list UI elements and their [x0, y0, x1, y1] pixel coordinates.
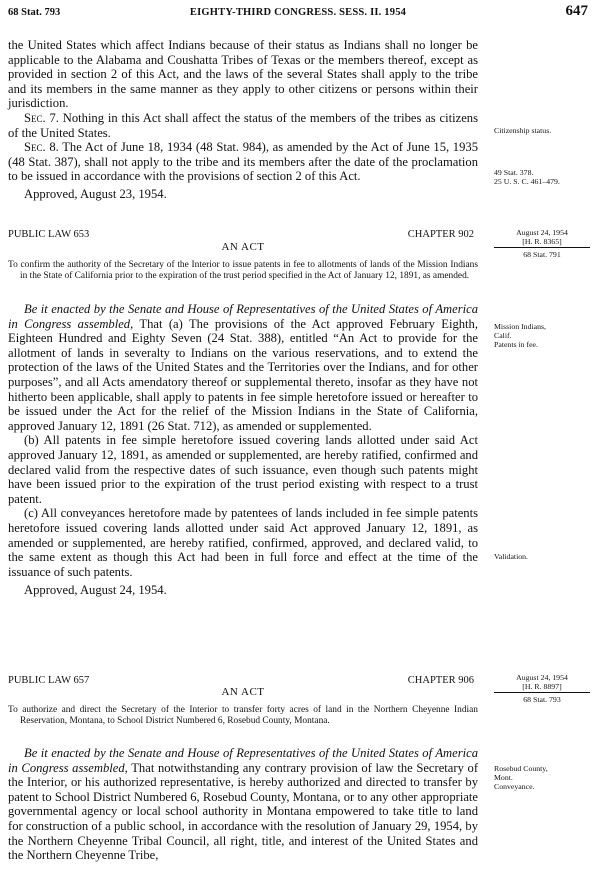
- continuation-block: [8, 38, 478, 202]
- law-657-date-bill: [494, 673, 590, 693]
- law-657-stat: 68 Stat. 793: [523, 695, 561, 704]
- law-653-stat: 68 Stat. 791: [523, 250, 561, 259]
- law-657-purpose: [8, 705, 478, 726]
- section-7-text: Nothing in this Act shall affect the status of the members of the tribes as citizens of the United States.: [8, 110, 478, 140]
- approved-aug-23: Approved, August 23, 1954.: [24, 186, 167, 201]
- margin-note-mission-line2: Calif.: [494, 331, 512, 340]
- margin-note-usc: 25 U. S. C. 461–479.: [494, 177, 560, 186]
- law-653-date: August 24, 1954: [516, 228, 568, 237]
- margin-note-mission-indians: [494, 322, 590, 349]
- law-653-an-act: AN ACT: [221, 241, 265, 253]
- law-653-paragraph-a-text: That (a) The provisions of the Act approved February Eighth, Eighteen Hundred and Eighty Seven (24 Stat. 388), entitled “An Act to provide for the allotment of lands in severalty to Indians on the various reservations, and to extend the protection of the laws of the United States and the Territories over the Indians, and for other purposes”, and all Acts amendatory thereof or supplemental thereto, insofar as they have not hitherto been applicable, shall apply to patents in fee simple heretofore issued or hereafter to be issued under the Act for the relief of the Mission Indians in the State of California, approved January 12, 1891 (26 Stat. 712), as amended or supplemented.: [8, 316, 478, 433]
- chapter-902-label: CHAPTER 902: [407, 229, 474, 240]
- law-653-purpose: [8, 260, 478, 281]
- law-657-enacting-clause: Be it enacted by the Senate and House of Representatives of the United States of America in Congress assembled,: [8, 746, 478, 775]
- running-header: [8, 3, 588, 22]
- law-653-sidebox: [494, 228, 590, 259]
- law-653-purpose-text: To confirm the authority of the Secretary of the Interior to issue patents in fee to allotments of lands of the Mission Indians in the State of California prior to the expiration of the trust period specified in the Act of January 12, 1891, as amended.: [8, 260, 478, 281]
- margin-note-rosebud-line1: Rosebud County,: [494, 764, 548, 773]
- section-8-label: Sec. 8.: [24, 140, 59, 155]
- continuation-paragraph: the United States which affect Indians because of their status as Indians shall no longer be applicable to the Alabama and Coushatta Tribes of Texas or the members thereof, except as provided in section 2 of this Act, and the laws of the several States shall apply to the tribe and its members in the same manner as they apply to other citizens or persons within their jurisdiction.: [8, 38, 478, 111]
- law-657-date: August 24, 1954: [516, 673, 568, 682]
- section-8: [8, 140, 478, 184]
- approved-aug-24-653: Approved, August 24, 1954.: [24, 583, 167, 598]
- header-stat-reference: 68 Stat. 793: [8, 7, 61, 18]
- chapter-906-label: CHAPTER 906: [407, 675, 474, 686]
- law-653-paragraph-a: [8, 302, 478, 433]
- law-657-paragraph: [8, 746, 478, 863]
- law-653-body: [8, 302, 478, 598]
- section-7-label: Sec. 7.: [24, 110, 59, 125]
- margin-note-mission-line1: Mission Indians,: [494, 322, 546, 331]
- margin-note-validation: Validation.: [494, 552, 528, 561]
- public-law-657-label: PUBLIC LAW 657: [8, 675, 90, 686]
- margin-note-rosebud: [494, 764, 590, 791]
- margin-note-stat-378: 49 Stat. 378.: [494, 168, 534, 177]
- public-law-653-label: PUBLIC LAW 653: [8, 229, 90, 240]
- law-657-paragraph-text: That notwithstanding any contrary provision of law the Secretary of the Interior, or his authorized representative, is hereby authorized and directed to transfer by patent to School District Numbered 6, Rosebud County, Montana, or to any other appropriate governmental agency or local school authority in Montana empowered to take title to land for construction of a public school, in accordance with the resolution of January 29, 1954, by the Northern Cheyenne Tribal Council, all right, title, and interest of the United States and the Northern Cheyenne Tribe,: [8, 760, 479, 863]
- section-7: [8, 111, 478, 140]
- margin-note-rosebud-line3: Conveyance.: [494, 782, 535, 791]
- header-congress-session: EIGHTY-THIRD CONGRESS. SESS. II. 1954: [189, 7, 407, 18]
- law-653-paragraph-b: (b) All patents in fee simple heretofore issued covering lands allotted under said Act approved January 12, 1891, as amended or supplemented, are hereby ratified, confirmed and declared valid from the respective dates of such issuance, even though such patents might have been issued prior to the expiration of the trust period existing with respect to a trust patent.: [8, 433, 478, 506]
- margin-note-citizenship: Citizenship status.: [494, 126, 552, 135]
- law-657-sidebox: [494, 673, 590, 704]
- page-number: 647: [565, 3, 588, 19]
- margin-note-rosebud-line2: Mont.: [494, 773, 513, 782]
- law-657-body: [8, 746, 478, 863]
- law-653-date-bill: [494, 228, 590, 248]
- law-653-paragraph-c: (c) All conveyances heretofore made by patentees of lands included in fee simple patents heretofore issued covering lands allotted under said Act approved January 12, 1891, as amended or supplemented, are hereby ratified, confirmed, approved, and declared valid, to the same extent as though this Act had been in full force and effect at the time of the issuance of such patents.: [8, 506, 478, 579]
- law-657-bill: [H. R. 8897]: [522, 682, 562, 691]
- margin-note-mission-line3: Patents in fee.: [494, 340, 538, 349]
- law-653-bill: [H. R. 8365]: [522, 237, 562, 246]
- law-653-enacting-clause: Be it enacted by the Senate and House of Representatives of the United States of America in Congress assembled,: [8, 302, 478, 331]
- law-657-purpose-text: To authorize and direct the Secretary of the Interior to transfer forty acres of land in the Northern Cheyenne Indian Reservation, Montana, to School District Numbered 6, Rosebud County, Montana.: [8, 705, 478, 726]
- section-8-text: The Act of June 18, 1934 (48 Stat. 984), as amended by the Act of June 15, 1935 (48 Stat. 387), shall not apply to the tribe and its members after the date of the proclamation to be issued in accordance with the provisions of section 2 of this Act.: [8, 140, 478, 184]
- law-657-an-act: AN ACT: [221, 686, 265, 698]
